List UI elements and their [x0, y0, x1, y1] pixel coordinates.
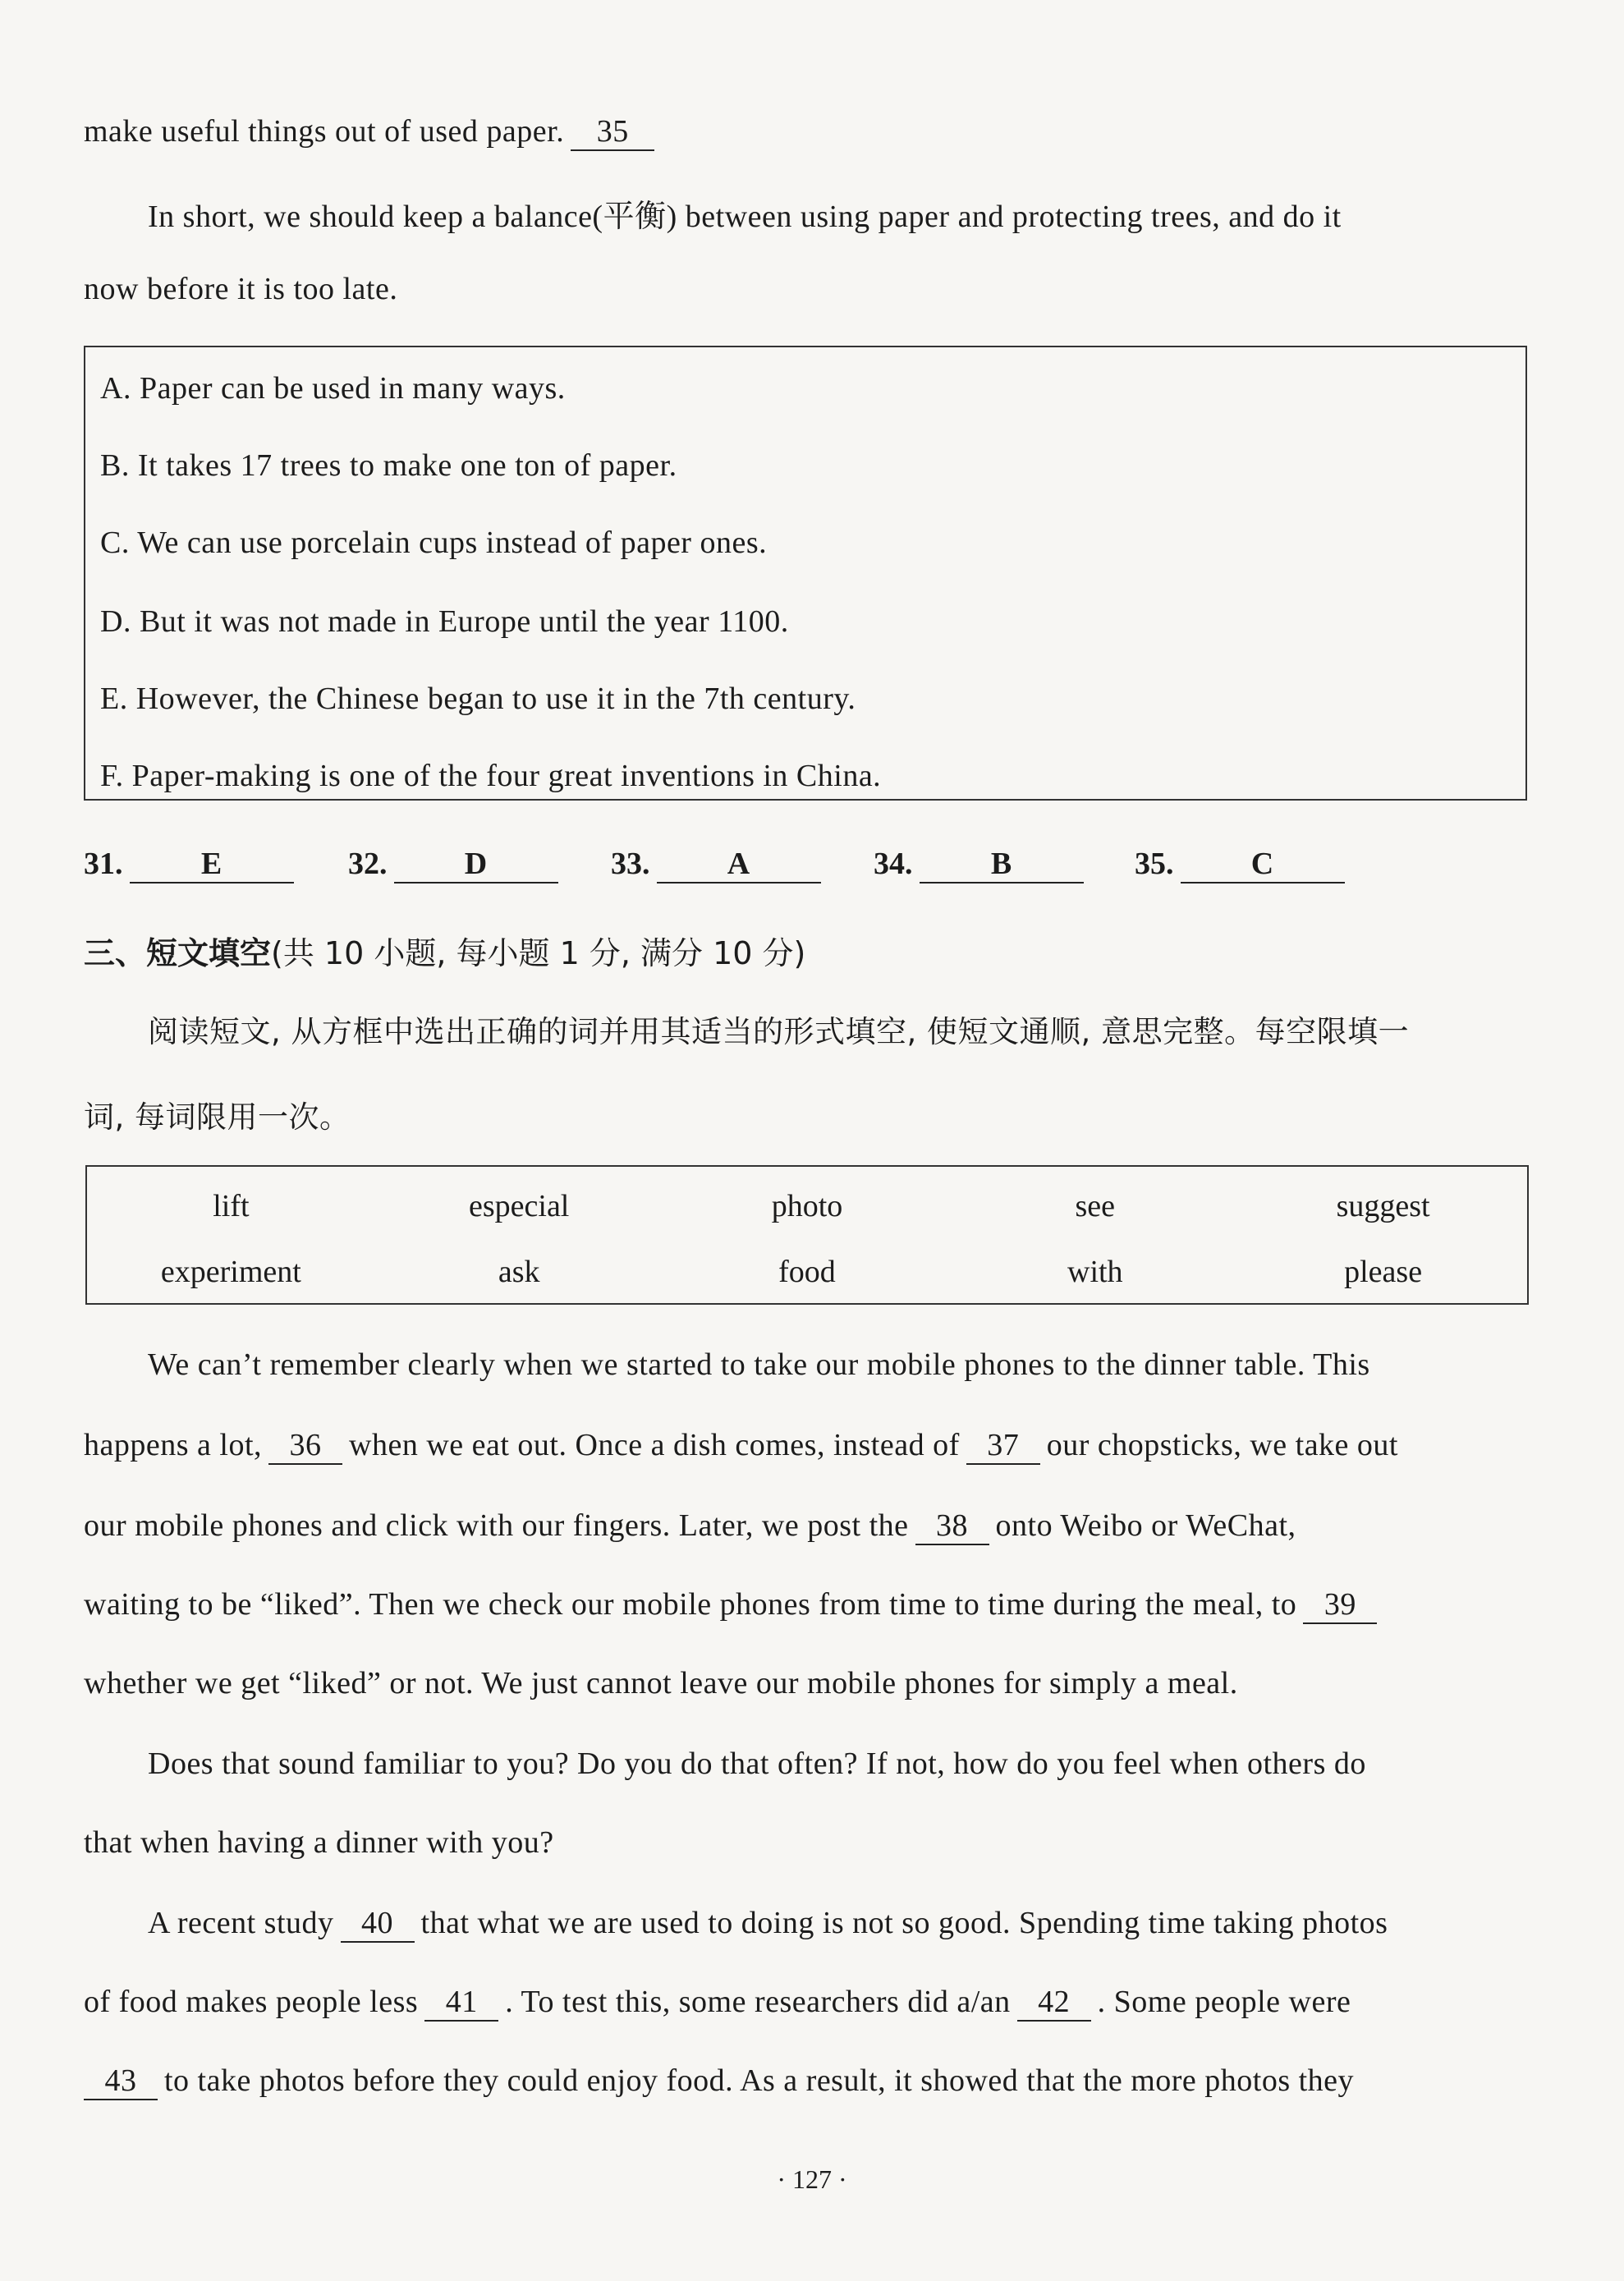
- blank-43[interactable]: 43: [84, 2064, 158, 2100]
- answer-blank[interactable]: E: [130, 846, 294, 883]
- answer-32: 32. D: [348, 846, 558, 883]
- passage-text: make useful things out of used paper.: [84, 114, 565, 149]
- answer-blank[interactable]: B: [920, 846, 1084, 883]
- answer-blank[interactable]: A: [657, 846, 821, 883]
- passage-line: happens a lot, 36 when we eat out. Once a dish comes, instead of 37 our chopsticks, we take out: [84, 1427, 1398, 1465]
- section-title: 三、短文填空(共 10 小题, 每小题 1 分, 满分 10 分): [84, 935, 806, 971]
- word-item: ask: [498, 1255, 540, 1289]
- passage-line: now before it is too late.: [84, 272, 398, 306]
- word-item: suggest: [1336, 1189, 1430, 1223]
- option-c: C. We can use porcelain cups instead of paper ones.: [100, 526, 768, 560]
- blank-40[interactable]: 40: [341, 1907, 415, 1943]
- word-item: lift: [213, 1189, 250, 1223]
- instruction-line: 词, 每词限用一次。: [84, 1099, 351, 1135]
- answer-blank[interactable]: D: [394, 846, 558, 883]
- option-d: D. But it was not made in Europe until the year 1100.: [100, 604, 789, 639]
- word-item: photo: [771, 1189, 843, 1223]
- word-item: food: [778, 1255, 836, 1289]
- blank-42[interactable]: 42: [1017, 1985, 1091, 2022]
- answer-31: 31. E: [84, 846, 294, 883]
- word-item: with: [1067, 1255, 1123, 1289]
- blank-37[interactable]: 37: [966, 1429, 1040, 1465]
- blank-39[interactable]: 39: [1303, 1588, 1377, 1624]
- answer-34: 34. B: [874, 846, 1084, 883]
- passage-line: our mobile phones and click with our fingers. Later, we post the 38 onto Weibo or WeChat,: [84, 1508, 1296, 1545]
- blank-41[interactable]: 41: [424, 1985, 498, 2022]
- word-item: please: [1344, 1255, 1423, 1289]
- option-b: B. It takes 17 trees to make one ton of paper.: [100, 448, 677, 483]
- word-box: [85, 1165, 1529, 1305]
- instruction-line: 阅读短文, 从方框中选出正确的词并用其适当的形式填空, 使短文通顺, 意思完整。每空限填一: [148, 1014, 1410, 1049]
- options-box: [84, 346, 1527, 801]
- blank-36[interactable]: 36: [268, 1429, 342, 1465]
- passage-line: that when having a dinner with you?: [84, 1825, 554, 1860]
- word-item: especial: [469, 1189, 570, 1223]
- passage-line: whether we get “liked” or not. We just cannot leave our mobile phones for simply a meal.: [84, 1666, 1238, 1700]
- passage-line: A recent study 40 that what we are used to doing is not so good. Spending time taking photos: [148, 1905, 1388, 1943]
- passage-line: waiting to be “liked”. Then we check our mobile phones from time to time during the meal, to 39: [84, 1586, 1383, 1624]
- blank-38[interactable]: 38: [915, 1509, 989, 1545]
- option-e: E. However, the Chinese began to use it in the 7th century.: [100, 682, 856, 716]
- passage-line: 43 to take photos before they could enjoy food. As a result, it showed that the more photos they: [84, 2063, 1354, 2100]
- passage-line: [84, 113, 661, 151]
- answer-35: 35. C: [1135, 846, 1345, 883]
- passage-line: of food makes people less 41 . To test this, some researchers did a/an 42 . Some people were: [84, 1984, 1351, 2022]
- passage-line: In short, we should keep a balance(平衡) between using paper and protecting trees, and do it: [148, 200, 1342, 234]
- passage-line: Does that sound familiar to you? Do you do that often? If not, how do you feel when others do: [148, 1746, 1366, 1781]
- answer-33: 33. A: [611, 846, 821, 883]
- word-item: see: [1075, 1189, 1116, 1223]
- passage-line: We can’t remember clearly when we started to take our mobile phones to the dinner table. This: [148, 1347, 1370, 1382]
- answer-blank[interactable]: C: [1181, 846, 1345, 883]
- blank-35[interactable]: 35: [571, 115, 654, 151]
- option-f: F. Paper-making is one of the four great inventions in China.: [100, 759, 882, 793]
- word-item: experiment: [160, 1255, 301, 1289]
- option-a: A. Paper can be used in many ways.: [100, 371, 566, 406]
- page-number: · 127 ·: [777, 2164, 847, 2194]
